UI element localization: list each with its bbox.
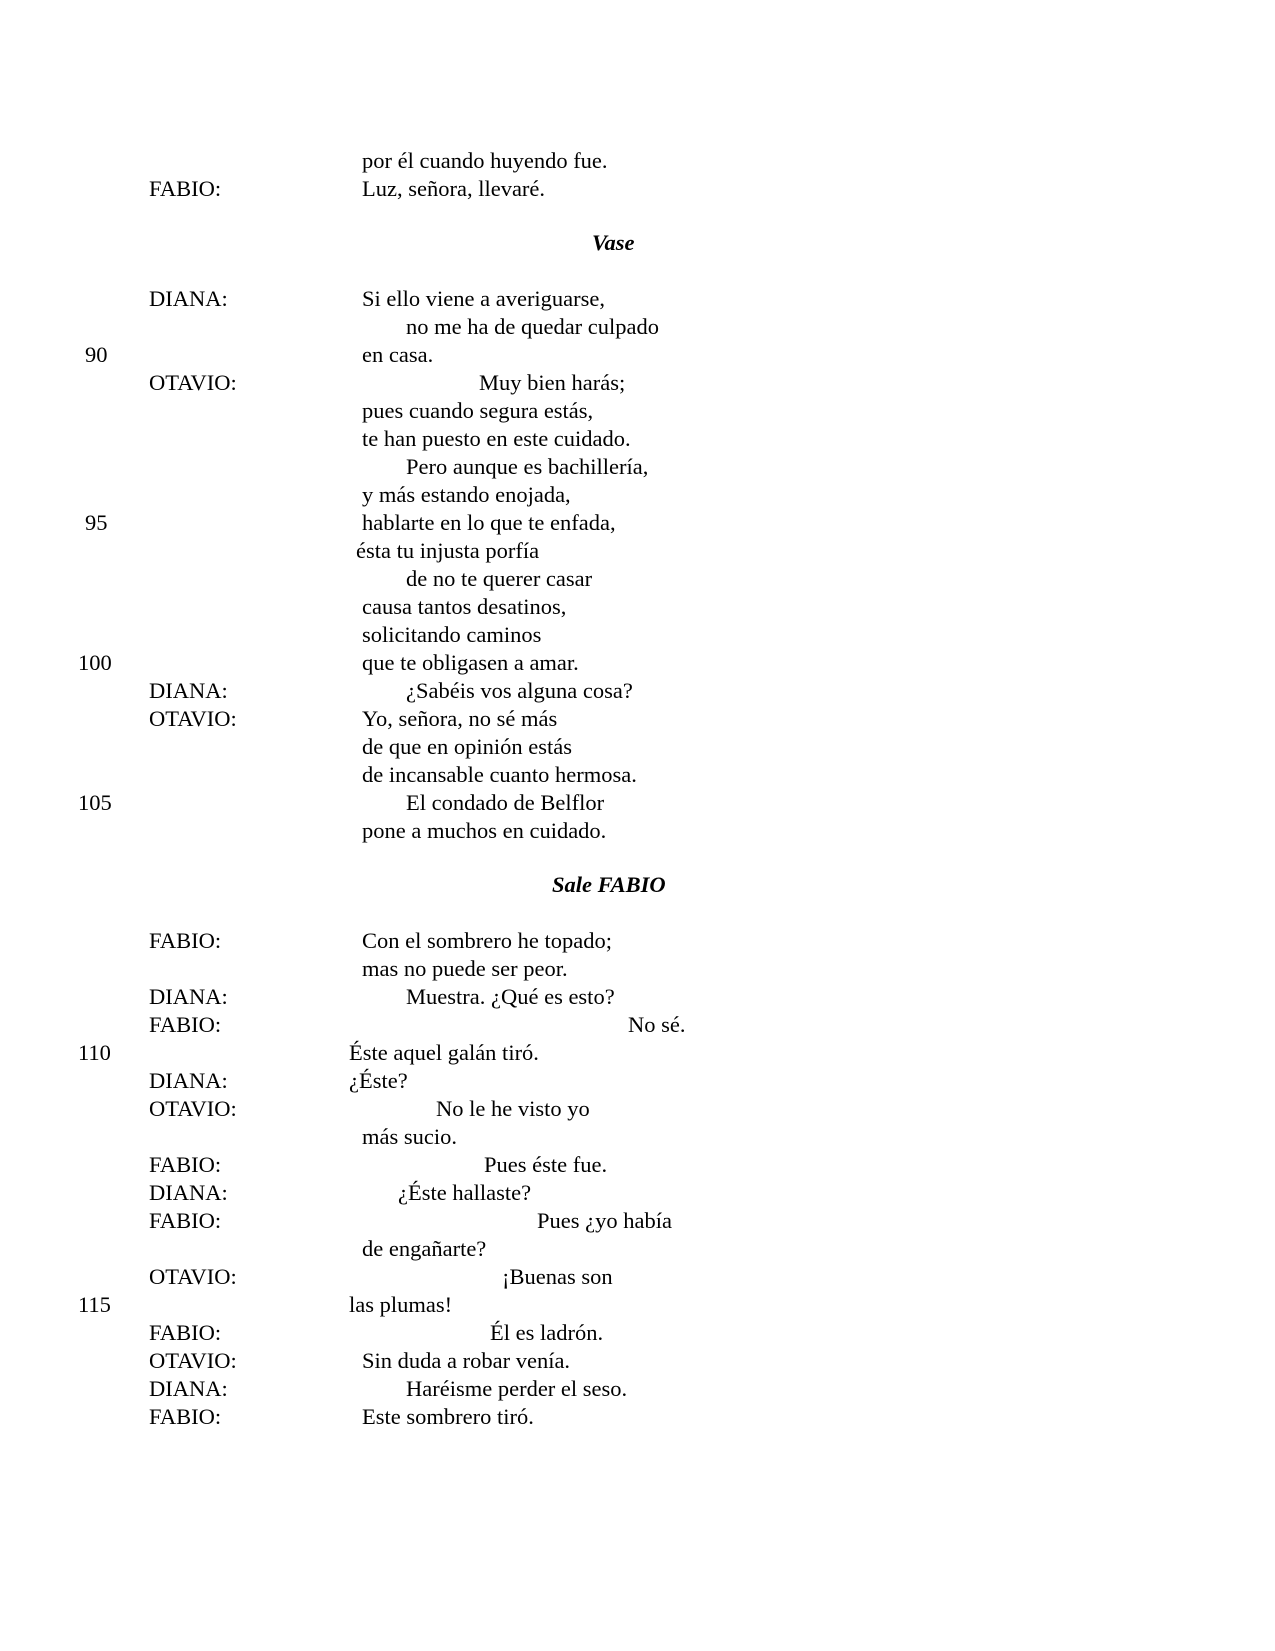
verse-line (0, 424, 1275, 453)
speaker-label: OTAVIO: (149, 370, 237, 395)
verse-line (0, 648, 1275, 677)
verse-text: solicitando caminos (362, 622, 542, 647)
verse-text: de no te querer casar (406, 566, 593, 591)
speaker-label: DIANA: (149, 1180, 228, 1205)
line-number: 100 (78, 650, 112, 675)
verse-text: El condado de Belflor (406, 790, 605, 815)
line-number: 105 (78, 790, 112, 815)
verse-text: Pues éste fue. (484, 1152, 608, 1177)
verse-text: causa tantos desatinos, (362, 594, 567, 619)
verse-line (0, 396, 1275, 425)
verse-text: ¿Sabéis vos alguna cosa? (406, 678, 633, 703)
speaker-label: FABIO: (149, 1320, 222, 1345)
verse-text: Pues ¿yo había (537, 1208, 672, 1233)
line-number: 115 (78, 1292, 111, 1317)
verse-line (0, 452, 1275, 481)
verse-text: Luz, señora, llevaré. (362, 176, 546, 201)
verse-line (0, 1066, 1275, 1095)
speaker-label: OTAVIO: (149, 706, 237, 731)
verse-text: Éste aquel galán tiró. (349, 1040, 539, 1065)
verse-line (0, 1374, 1275, 1403)
speaker-label: FABIO: (149, 1208, 222, 1233)
verse-line (0, 732, 1275, 761)
verse-line (0, 1010, 1275, 1039)
verse-text: Pero aunque es bachillería, (406, 454, 649, 479)
verse-text: te han puesto en este cuidado. (362, 426, 631, 451)
verse-line (0, 340, 1275, 369)
verse-line (0, 1094, 1275, 1123)
verse-text: Muy bien harás; (479, 370, 626, 395)
verse-line (0, 592, 1275, 621)
verse-text: Sin duda a robar venía. (362, 1348, 571, 1373)
verse-text: no me ha de quedar culpado (406, 314, 660, 339)
verse-text: y más estando enojada, (362, 482, 571, 507)
verse-text: de que en opinión estás (362, 734, 572, 759)
verse-text: en casa. (362, 342, 434, 367)
verse-text: hablarte en lo que te enfada, (362, 510, 616, 535)
verse-line (0, 816, 1275, 845)
verse-text: Este sombrero tiró. (362, 1404, 534, 1429)
verse-line (0, 620, 1275, 649)
verse-text: Muestra. ¿Qué es esto? (406, 984, 615, 1009)
verse-line (0, 1150, 1275, 1179)
verse-line (0, 368, 1275, 397)
speaker-label: DIANA: (149, 286, 228, 311)
verse-line (0, 982, 1275, 1011)
verse-line (0, 760, 1275, 789)
verse-line (0, 1318, 1275, 1347)
verse-text: pues cuando segura estás, (362, 398, 594, 423)
verse-text: No le he visto yo (436, 1096, 590, 1121)
verse-text: que te obligasen a amar. (362, 650, 579, 675)
speaker-label: OTAVIO: (149, 1264, 237, 1289)
verse-line (0, 312, 1275, 341)
speaker-label: FABIO: (149, 176, 222, 201)
verse-text: No sé. (628, 1012, 686, 1037)
speaker-label: DIANA: (149, 678, 228, 703)
verse-line (0, 1234, 1275, 1263)
verse-line (0, 508, 1275, 537)
verse-line (0, 788, 1275, 817)
verse-text: Si ello viene a averiguarse, (362, 286, 606, 311)
speaker-label: FABIO: (149, 1404, 222, 1429)
speaker-label: FABIO: (149, 1012, 222, 1037)
verse-line (0, 1290, 1275, 1319)
stage-direction: Sale FABIO (552, 872, 666, 897)
verse-text: de engañarte? (362, 1236, 487, 1261)
verse-line (0, 146, 1275, 175)
verse-text: Él es ladrón. (490, 1320, 604, 1345)
verse-line (0, 1346, 1275, 1375)
verse-line (0, 284, 1275, 313)
verse-line (0, 1178, 1275, 1207)
verse-line (0, 954, 1275, 983)
verse-text: las plumas! (349, 1292, 453, 1317)
verse-text: ¿Éste? (349, 1068, 408, 1093)
verse-text: por él cuando huyendo fue. (362, 148, 608, 173)
stage-direction: Vase (592, 230, 635, 255)
verse-line (0, 480, 1275, 509)
line-number: 110 (78, 1040, 111, 1065)
speaker-label: DIANA: (149, 1376, 228, 1401)
verse-text: más sucio. (362, 1124, 457, 1149)
speaker-label: FABIO: (149, 1152, 222, 1177)
verse-line (0, 704, 1275, 733)
verse-line (0, 676, 1275, 705)
verse-text: ésta tu injusta porfía (356, 538, 540, 563)
line-number: 95 (85, 510, 108, 535)
verse-text: ¿Éste hallaste? (398, 1180, 532, 1205)
speaker-label: FABIO: (149, 928, 222, 953)
verse-line (0, 564, 1275, 593)
verse-line (0, 1122, 1275, 1151)
speaker-label: DIANA: (149, 1068, 228, 1093)
verse-line (0, 536, 1275, 565)
verse-text: Yo, señora, no sé más (362, 706, 558, 731)
verse-line (0, 1206, 1275, 1235)
speaker-label: OTAVIO: (149, 1348, 237, 1373)
verse-line (0, 1402, 1275, 1431)
speaker-label: DIANA: (149, 984, 228, 1009)
verse-line (0, 1262, 1275, 1291)
verse-text: Haréisme perder el seso. (406, 1376, 628, 1401)
verse-text: ¡Buenas son (502, 1264, 613, 1289)
verse-text: Con el sombrero he topado; (362, 928, 612, 953)
speaker-label: OTAVIO: (149, 1096, 237, 1121)
line-number: 90 (85, 342, 108, 367)
verse-text: pone a muchos en cuidado. (362, 818, 607, 843)
verse-line (0, 174, 1275, 203)
verse-line (0, 1038, 1275, 1067)
verse-line (0, 926, 1275, 955)
verse-text: mas no puede ser peor. (362, 956, 568, 981)
verse-text: de incansable cuanto hermosa. (362, 762, 637, 787)
